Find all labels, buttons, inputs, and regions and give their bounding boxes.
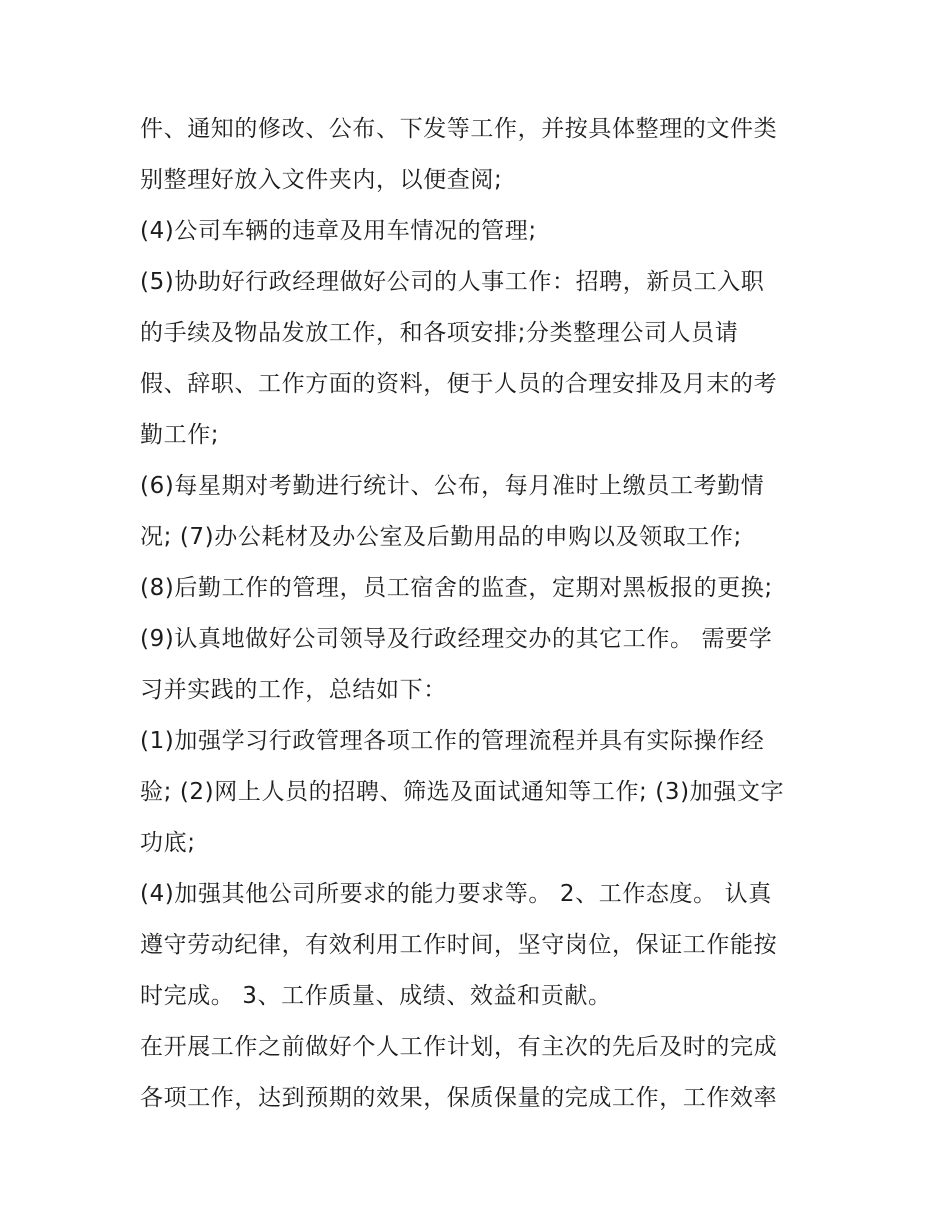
text-line: (8)后勤工作的管理，员工宿舍的监查，定期对黑板报的更换; [140,575,773,601]
text-line: 在开展工作之前做好个人工作计划，有主次的先后及时的完成 [140,1034,778,1060]
text-line: 别整理好放入文件夹内，以便查阅; [140,167,503,193]
text-line: 况; (7)办公耗材及办公室及后勤用品的申购以及领取工作; [140,524,742,550]
text-line: 勤工作; [140,422,220,448]
text-line: 时完成。 3、工作质量、成绩、效益和贡献。 [140,983,612,1009]
document-body [140,104,820,1124]
text-line: 件、通知的修改、公布、下发等工作，并按具体整理的文件类 [140,116,778,142]
text-line: 遵守劳动纪律，有效利用工作时间，坚守岗位，保证工作能按 [140,932,778,958]
text-line: 功底; [140,830,196,856]
text-line: (4)公司车辆的违章及用车情况的管理; [140,218,537,244]
text-line: (5)协助好行政经理做好公司的人事工作：招聘，新员工入职 [140,269,765,295]
text-line: 的手续及物品发放工作，和各项安排;分类整理公司人员请 [140,320,739,346]
text-line: 习并实践的工作，总结如下： [140,677,447,703]
text-line: 假、辞职、工作方面的资料，便于人员的合理安排及月末的考 [140,371,778,397]
text-line: (6)每星期对考勤进行统计、公布，每月准时上缴员工考勤情 [140,473,765,499]
text-line: 各项工作，达到预期的效果，保质保量的完成工作，工作效率 [140,1085,778,1111]
text-line: (1)加强学习行政管理各项工作的管理流程并具有实际操作经 [140,728,765,754]
text-line: 验; (2)网上人员的招聘、筛选及面试通知等工作; (3)加强文字 [140,779,785,805]
text-line: (9)认真地做好公司领导及行政经理交办的其它工作。 需要学 [140,626,773,652]
text-line: (4)加强其他公司所要求的能力要求等。 2、工作态度。 认真 [140,881,772,907]
